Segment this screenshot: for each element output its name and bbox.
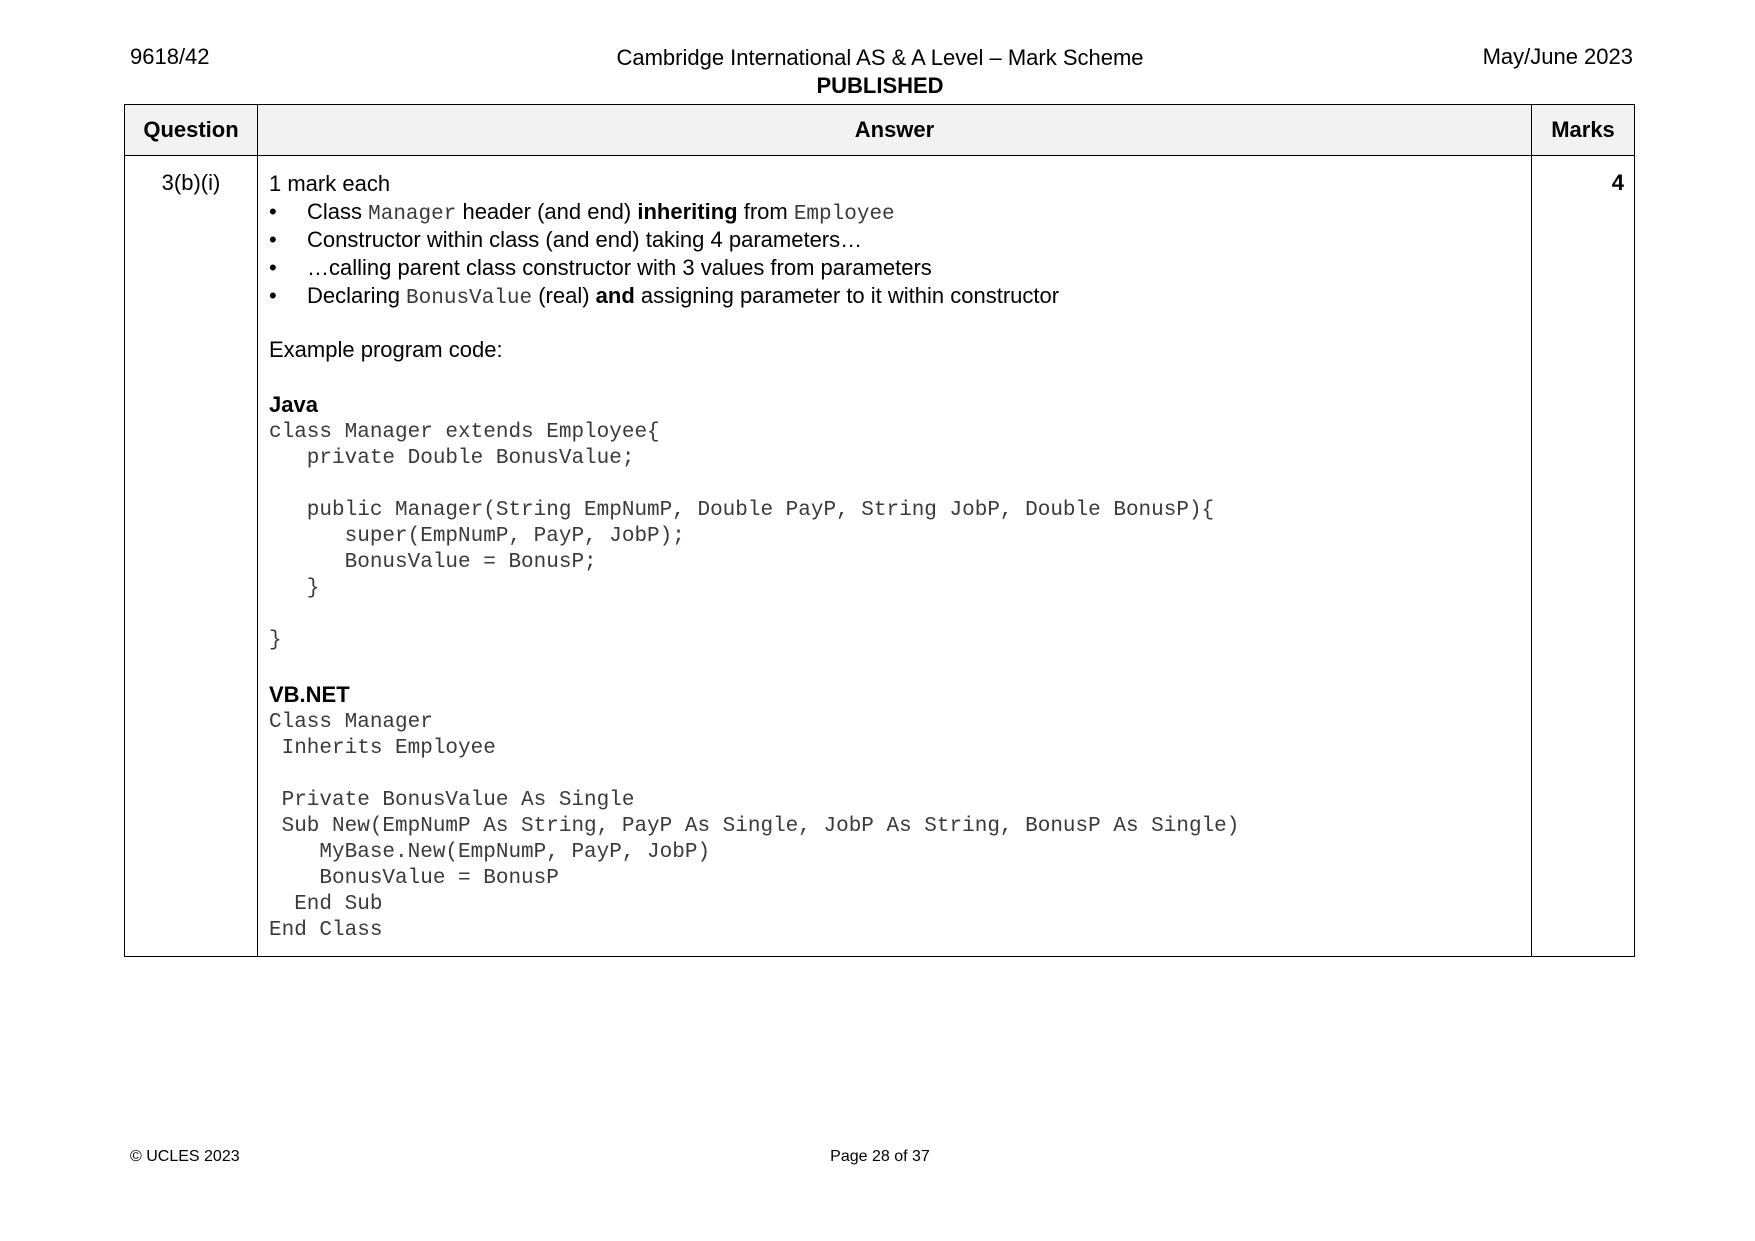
marks-value: 4 xyxy=(1532,156,1635,957)
bullet-text: Class xyxy=(307,199,369,224)
bold-text: inheriting xyxy=(637,199,738,224)
code-line: Private BonusValue As Single xyxy=(269,789,635,812)
bullet-text: from xyxy=(737,199,794,224)
question-number: 3(b)(i) xyxy=(125,156,258,957)
bullet-item xyxy=(269,254,1521,282)
code-line: BonusValue = BonusP xyxy=(269,867,559,890)
code-line: Inherits Employee xyxy=(269,737,496,760)
code-line: class Manager extends Employee{ xyxy=(269,421,660,444)
code-line: super(EmpNumP, PayP, JobP); xyxy=(269,525,685,548)
bold-text: and xyxy=(595,283,635,308)
vbnet-code-block xyxy=(269,710,1521,944)
paper-code: 9618/42 xyxy=(130,44,210,69)
bullet-text: (real) xyxy=(532,283,596,308)
code-line: End Sub xyxy=(269,893,383,916)
answer-column-header: Answer xyxy=(258,105,1532,156)
published-label: PUBLISHED xyxy=(816,73,944,98)
table-header-row xyxy=(125,105,1635,156)
bullet-icon: • xyxy=(269,199,277,224)
code-line xyxy=(269,472,1521,498)
java-heading: Java xyxy=(269,392,318,417)
bullet-item xyxy=(269,198,1521,226)
bullet-text: assigning parameter to it within constructor xyxy=(634,283,1060,308)
bullet-text: header (and end) xyxy=(456,199,638,224)
bullet-text: Constructor within class (and end) taking 4 parameters… xyxy=(307,227,863,252)
bullet-item xyxy=(269,282,1521,310)
copyright: © UCLES 2023 xyxy=(130,1148,240,1165)
code-line xyxy=(269,602,1521,628)
code-line: private Double BonusValue; xyxy=(269,447,635,470)
bullet-icon: • xyxy=(269,283,277,308)
code-line: public Manager(String EmpNumP, Double PayP, String JobP, Double BonusP){ xyxy=(269,499,1215,522)
document-title: Cambridge International AS & A Level – Mark Scheme xyxy=(616,45,1144,70)
table-row xyxy=(125,156,1635,957)
code-line: Sub New(EmpNumP As String, PayP As Single, JobP As String, BonusP As Single) xyxy=(269,815,1240,838)
java-code-block xyxy=(269,420,1521,654)
bullet-icon: • xyxy=(269,255,277,280)
code-line: End Class xyxy=(269,919,383,942)
code-line: } xyxy=(269,629,282,652)
mark-scheme-table xyxy=(124,104,1635,957)
inline-code: BonusValue xyxy=(406,287,533,310)
code-line: BonusValue = BonusP; xyxy=(269,551,597,574)
bullet-icon: • xyxy=(269,227,277,252)
code-line: Class Manager xyxy=(269,711,433,734)
code-line xyxy=(269,762,1521,788)
page-number: Page 28 of 37 xyxy=(830,1148,930,1165)
marks-column-header: Marks xyxy=(1532,105,1635,156)
answer-cell xyxy=(258,156,1532,957)
bullet-text: Declaring xyxy=(307,283,407,308)
bullet-text: …calling parent class constructor with 3 values from parameters xyxy=(307,255,932,280)
exam-session: May/June 2023 xyxy=(1482,44,1633,69)
inline-code: Employee xyxy=(793,203,895,226)
inline-code: Manager xyxy=(368,203,457,226)
code-line: } xyxy=(269,577,320,600)
code-line: MyBase.New(EmpNumP, PayP, JobP) xyxy=(269,841,711,864)
example-label: Example program code: xyxy=(269,337,503,362)
vbnet-heading: VB.NET xyxy=(269,682,350,707)
question-column-header: Question xyxy=(125,105,258,156)
mark-intro: 1 mark each xyxy=(269,171,391,196)
bullet-item xyxy=(269,226,1521,254)
